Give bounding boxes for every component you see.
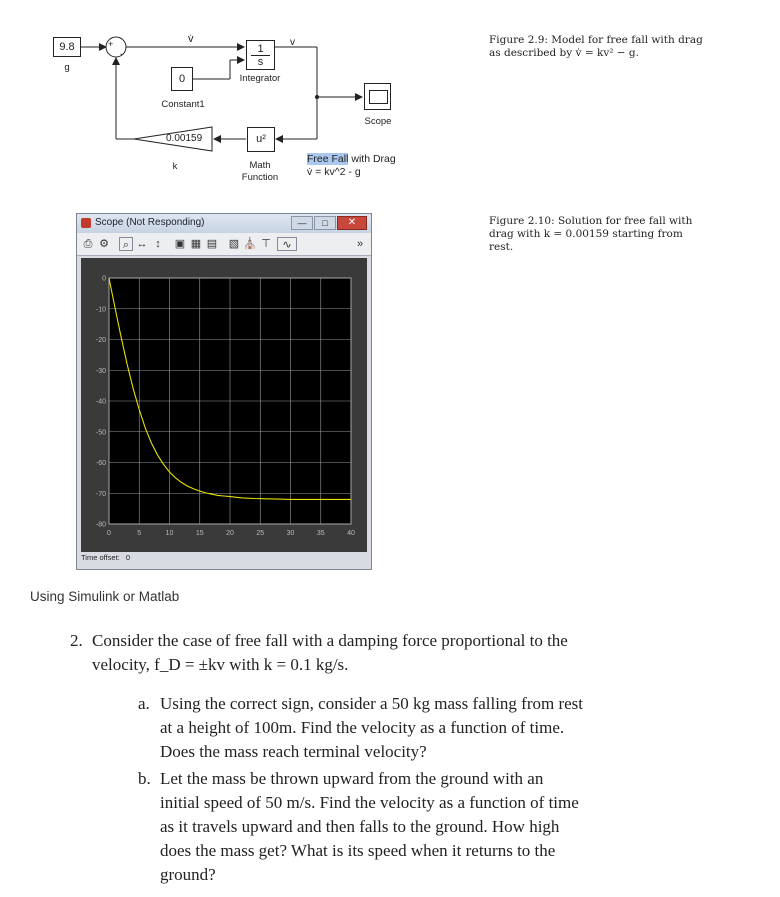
velocity-chart bbox=[81, 258, 367, 552]
constant-g-label: g bbox=[64, 62, 70, 73]
scope-plot-area bbox=[81, 258, 367, 552]
y-tick-label: -30 bbox=[95, 367, 106, 375]
y-tick-label: -80 bbox=[95, 521, 106, 529]
autoscale-icon[interactable]: ▣ bbox=[174, 238, 186, 250]
time-offset-value: 0 bbox=[125, 553, 131, 562]
parameters-icon[interactable]: ⚙ bbox=[99, 238, 109, 250]
math-function-label-2: Function bbox=[241, 172, 279, 183]
zoom-y-icon[interactable]: ↕ bbox=[155, 238, 161, 250]
x-tick-label: 25 bbox=[256, 530, 265, 537]
integrator-numerator: 1 bbox=[251, 43, 270, 56]
lock-icon[interactable]: ⛪ bbox=[243, 238, 257, 250]
y-tick-label: -50 bbox=[95, 429, 106, 437]
simulink-note: Using Simulink or Matlab bbox=[30, 589, 180, 604]
y-tick-label: -10 bbox=[95, 306, 106, 314]
model-title-rest: with Drag bbox=[348, 153, 396, 165]
constant-g-block[interactable]: 9.8 bbox=[53, 37, 81, 57]
part-b-line-4: does the mass get? What is its speed when it returns to the bbox=[160, 841, 556, 860]
part-b-line-1: Let the mass be thrown upward from the ground with an bbox=[160, 769, 544, 788]
integrator-denominator: s bbox=[257, 56, 264, 68]
gain-label: k bbox=[172, 161, 178, 172]
x-tick-label: 5 bbox=[137, 530, 142, 537]
x-tick-label: 30 bbox=[286, 530, 295, 537]
scope-titlebar[interactable] bbox=[77, 214, 371, 233]
toolbar-overflow-icon[interactable]: » bbox=[356, 238, 364, 250]
constant1-label: Constant1 bbox=[161, 99, 205, 110]
figure-2-10-caption-line-1: Figure 2.10: Solution for free fall with bbox=[489, 215, 693, 227]
x-tick-label: 40 bbox=[347, 530, 355, 537]
problem-2 bbox=[70, 629, 750, 677]
problem-line-1: Consider the case of free fall with a damping force proportional to the bbox=[92, 631, 568, 650]
scope-toolbar bbox=[77, 233, 371, 256]
restore-axes-icon[interactable]: ▤ bbox=[206, 238, 218, 250]
model-title-highlight: Free Fall bbox=[307, 153, 349, 165]
vdot-signal-label: v̇ bbox=[188, 33, 194, 45]
part-b-line-3: as it travels upward and then falls to the ground. How high bbox=[160, 817, 560, 836]
model-title bbox=[307, 153, 396, 165]
legend-icon[interactable]: ∿ bbox=[277, 237, 297, 251]
simulink-wires bbox=[0, 0, 460, 200]
x-tick-label: 10 bbox=[165, 530, 174, 537]
problem-line-2: velocity, f_D = ±kv with k = 0.1 kg/s. bbox=[92, 655, 349, 674]
scope-window bbox=[76, 213, 372, 570]
figure-2-9-caption-line-1: Figure 2.9: Model for free fall with drag bbox=[489, 34, 703, 46]
y-tick-label: -20 bbox=[95, 337, 106, 344]
sum-minus-sign: - bbox=[120, 49, 123, 59]
model-equation: v̇ = kv^2 - g bbox=[307, 166, 361, 178]
time-offset-label: Time offset: bbox=[81, 553, 120, 562]
time-offset-readout bbox=[81, 553, 130, 562]
minimize-button[interactable]: — bbox=[291, 216, 313, 230]
scope-screen-icon bbox=[369, 90, 388, 104]
y-tick-label: -40 bbox=[95, 398, 106, 406]
part-b-line-5: ground? bbox=[160, 865, 216, 884]
simulink-diagram bbox=[0, 0, 460, 200]
part-a-line-3: Does the mass reach terminal velocity? bbox=[160, 742, 427, 761]
v-signal-label: v bbox=[290, 37, 295, 48]
math-function-label-1: Math bbox=[249, 160, 271, 171]
part-a-label: a. bbox=[138, 694, 150, 713]
part-b-label: b. bbox=[138, 769, 151, 788]
scope-window-title: Scope (Not Responding) bbox=[95, 217, 205, 228]
constant1-block[interactable]: 0 bbox=[171, 67, 193, 91]
print-icon[interactable]: ⎙ bbox=[83, 238, 93, 250]
y-tick-label: -70 bbox=[95, 490, 106, 498]
x-tick-label: 35 bbox=[316, 530, 325, 537]
gain-value: 0.00159 bbox=[166, 133, 203, 144]
y-tick-label: -60 bbox=[95, 460, 106, 467]
math-function-block[interactable]: u² bbox=[247, 127, 275, 152]
part-a-line-1: Using the correct sign, consider a 50 kg mass falling from rest bbox=[160, 694, 584, 713]
x-tick-label: 0 bbox=[107, 530, 111, 537]
part-b bbox=[138, 767, 738, 887]
part-a bbox=[138, 692, 738, 764]
figure-2-9-caption bbox=[489, 34, 729, 60]
sum-plus-sign: + bbox=[108, 39, 114, 49]
floating-scope-icon[interactable]: ▧ bbox=[228, 238, 240, 250]
figure-2-10-caption-line-2: drag with k = 0.00159 starting from bbox=[489, 228, 683, 240]
figure-2-10-caption-line-3: rest. bbox=[489, 241, 514, 253]
x-tick-label: 15 bbox=[195, 530, 204, 537]
x-tick-label: 20 bbox=[226, 530, 234, 537]
close-button[interactable]: ✕ bbox=[337, 216, 367, 230]
part-b-line-2: initial speed of 50 m/s. Find the velocity as a function of time bbox=[160, 793, 579, 812]
scope-app-icon bbox=[81, 218, 91, 228]
part-a-line-2: at a height of 100m. Find the velocity as a function of time. bbox=[160, 718, 565, 737]
figure-2-10-caption bbox=[489, 215, 729, 254]
integrator-block[interactable] bbox=[246, 40, 275, 70]
figure-2-9-caption-line-2: as described by v̇ = kv² − g. bbox=[489, 47, 639, 59]
problem-number: 2. bbox=[70, 631, 83, 650]
save-axes-icon[interactable]: ▦ bbox=[190, 238, 202, 250]
zoom-icon[interactable]: ⌕ bbox=[119, 237, 133, 251]
scope-block[interactable] bbox=[364, 83, 391, 110]
y-tick-label: 0 bbox=[102, 275, 106, 283]
scope-label: Scope bbox=[364, 116, 392, 127]
maximize-button[interactable]: □ bbox=[314, 216, 336, 230]
integrator-label: Integrator bbox=[239, 73, 281, 84]
zoom-x-icon[interactable]: ↔ bbox=[136, 238, 148, 250]
signal-selection-icon[interactable]: ⊤ bbox=[261, 238, 271, 250]
